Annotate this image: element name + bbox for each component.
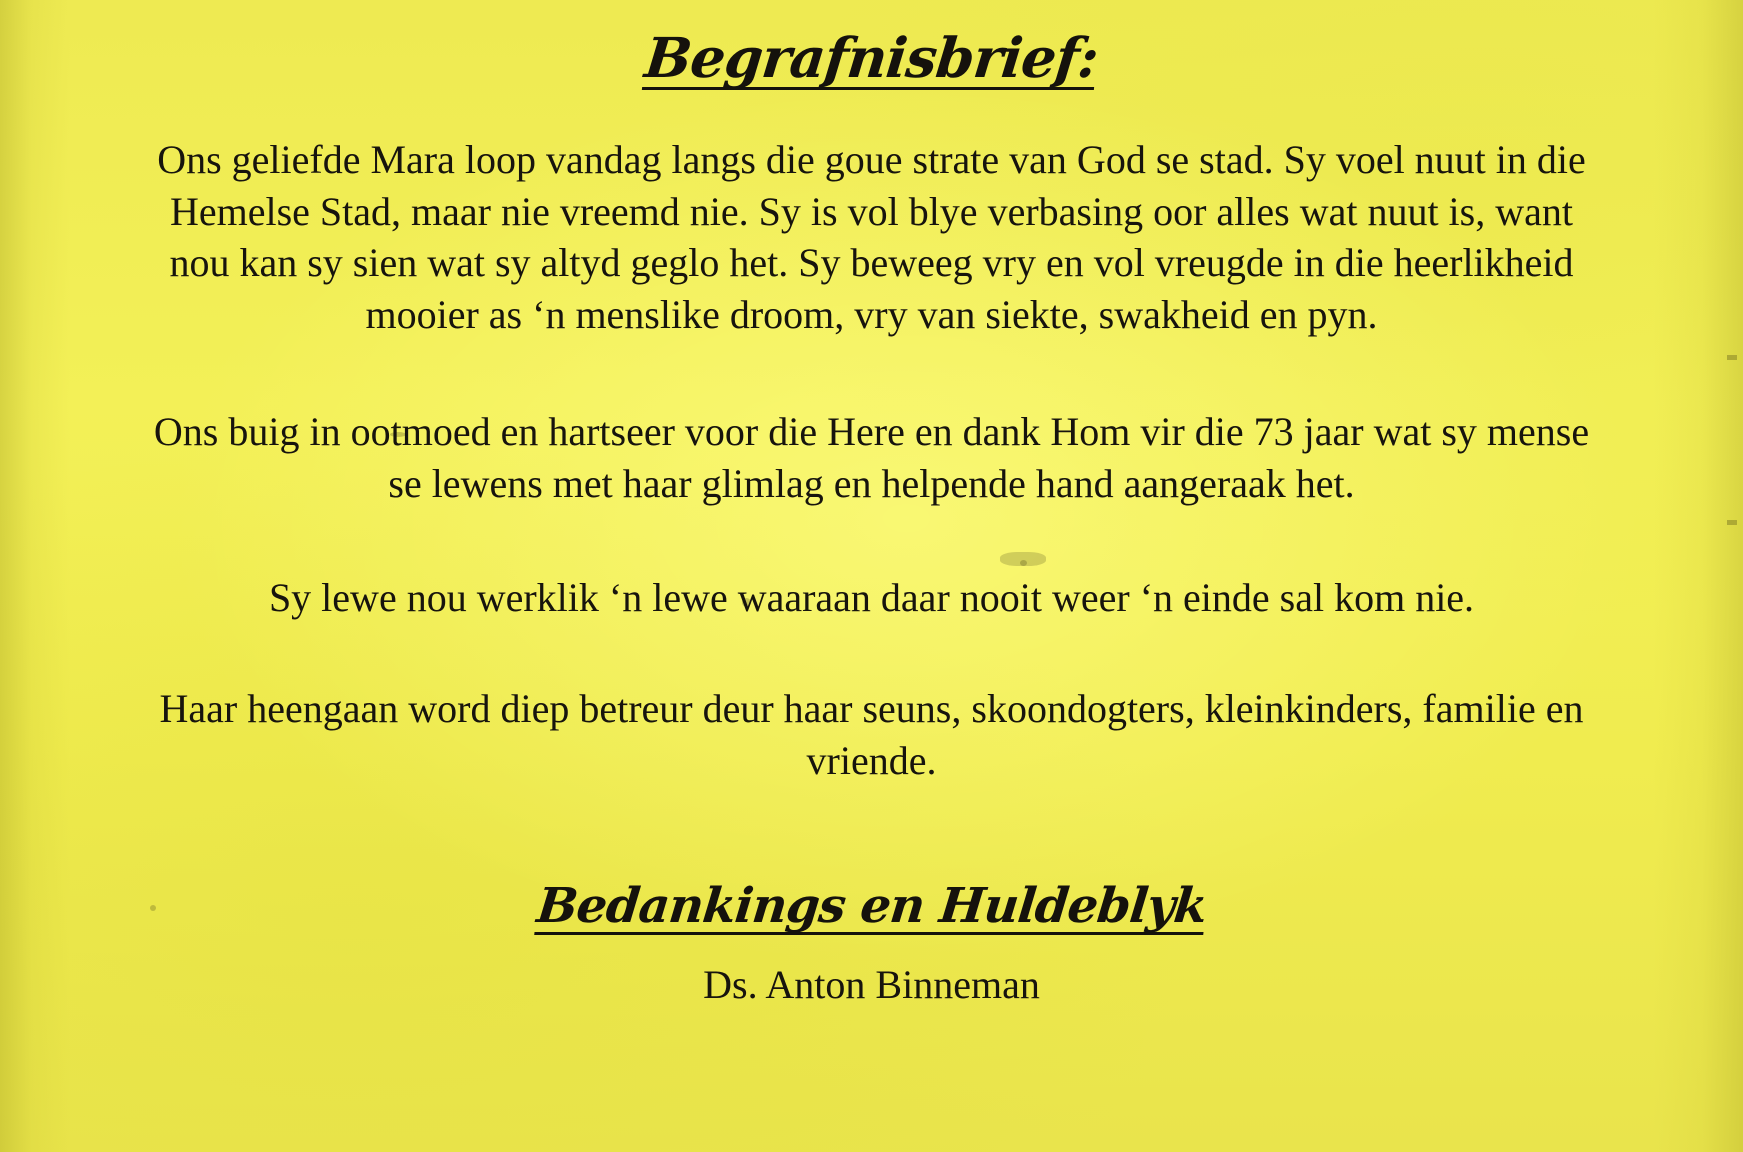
paragraph-opening: Ons geliefde Mara loop vandag langs die goue strate van God se stad. Sy voel nuut in die Hemelse Stad, maar nie vreemd nie. Sy is vol blye verbasing oor alles wat nuut is, want nou kan sy sien wat sy altyd geglo het. Sy beweeg vry en vol vreugde in die heerlikheid mooier as ‘n menslike droom, vry van siekte, swakheid en pyn. bbox=[157, 137, 1586, 337]
title-row bbox=[110, 0, 1633, 90]
paragraph-thanksgiving: Ons buig in ootmoed en hartseer voor die Here en dank Hom vir die 73 jaar wat sy mense se lewens met haar glimlag en helpende hand aangeraak het. bbox=[153, 409, 1590, 506]
minister-name: Ds. Anton Binneman bbox=[703, 962, 1040, 1008]
paragraph-eternal-life: Sy lewe nou werklik ‘n lewe waaraan daar nooit weer ‘n einde sal kom nie. bbox=[268, 574, 1475, 620]
tribute-row bbox=[110, 878, 1633, 935]
page-title: Begrafnisbrief: bbox=[642, 25, 1102, 90]
paragraph-survivors: Haar heengaan word diep betreur deur haar seuns, skoondogters, kleinkinders, familie en vriende. bbox=[159, 686, 1584, 783]
tribute-heading: Bedankings en Huldeblyk bbox=[534, 878, 1210, 935]
